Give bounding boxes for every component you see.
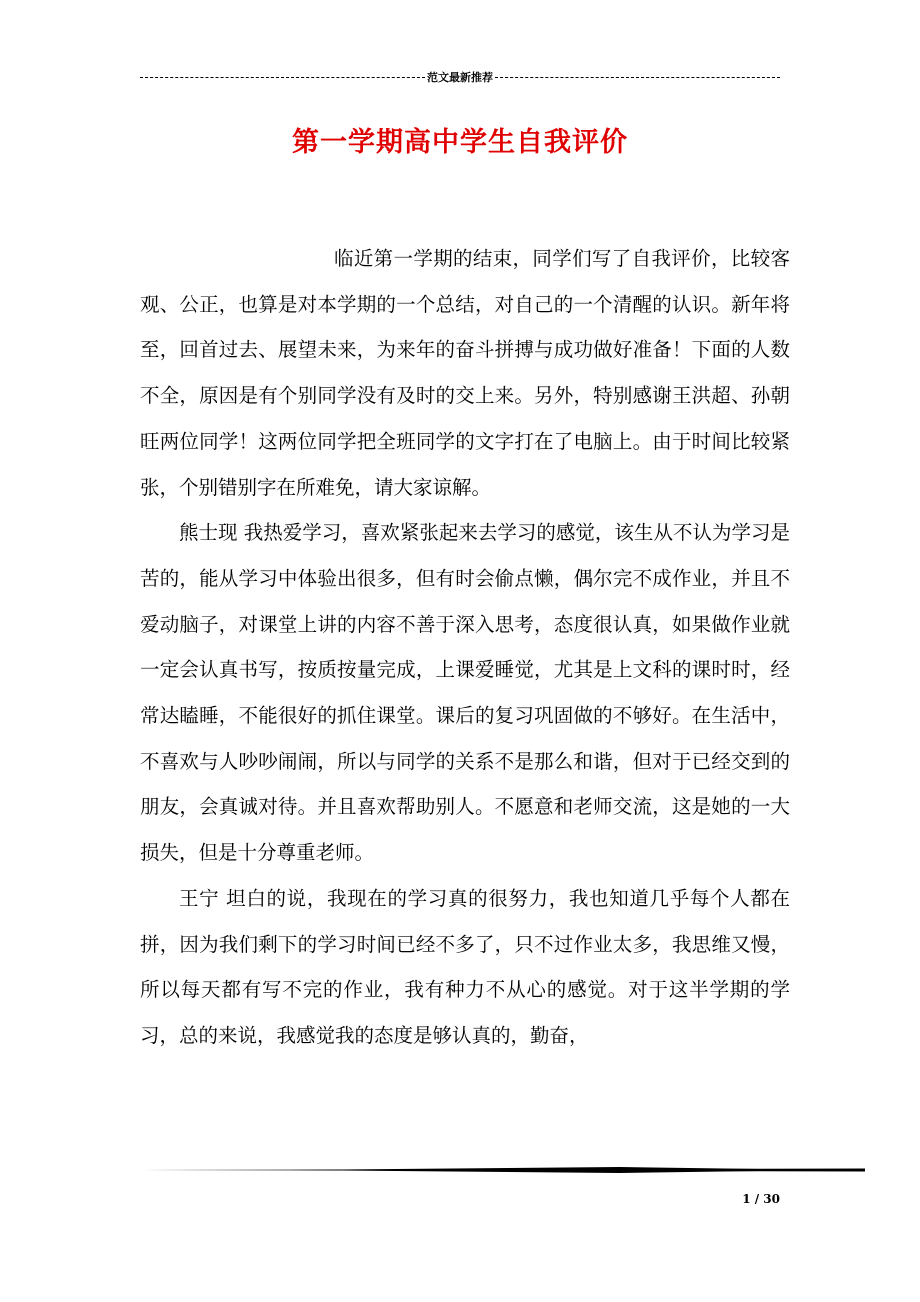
page-header <box>140 68 780 86</box>
header-dashes-right <box>495 77 780 78</box>
header-dashes-left <box>140 77 425 78</box>
header-label: 范文最新推荐 <box>427 71 493 84</box>
page-number: 1 / 30 <box>742 1192 780 1206</box>
evaluation-paragraph: 王宁 坦白的说，我现在的学习真的很努力，我也知道几乎每个人都在拼，因为我们剩下的学习时间已经不多了，只不过作业太多，我思维又慢，所以每天都有写不完的作业，我有种力不从心的感觉。对于这半学期的学习，总的来说，我感觉我的态度是够认真的，勤奋， <box>140 886 790 1047</box>
document-body <box>140 236 790 1059</box>
evaluation-paragraph: 熊士现 我热爱学习，喜欢紧张起来去学习的感觉，该生从不认为学习是苦的，能从学习中体验出很多，但有时会偷点懒，偶尔完不成作业，并且不爱动脑子，对课堂上讲的内容不善于深入思考，态度很认真，如果做作业就一定会认真书写，按质按量完成，上课爱睡觉，尤其是上文科的课时时，经常达瞌睡，不能很好的抓住课堂。课后的复习巩固做的不够好。在生活中，不喜欢与人吵吵闹闹，所以与同学的关系不是那么和谐，但对于已经交到的朋友，会真诚对待。并且喜欢帮助别人。不愿意和老师交流，这是她的一大损失，但是十分尊重老师。 <box>140 521 790 865</box>
intro-paragraph: 临近第一学期的结束，同学们写了自我评价，比较客观、公正，也算是对本学期的一个总结，对自己的一个清醒的认识。新年将至，回首过去、展望未来，为来年的奋斗拼搏与成功做好准备！下面的人数不全，原因是有个别同学没有及时的交上来。另外，特别感谢王洪超、孙朝旺两位同学！这两位同学把全班同学的文字打在了电脑上。由于时间比较紧张，个别错别字在所难免，请大家谅解。 <box>140 247 790 499</box>
document-title: 第一学期高中学生自我评价 <box>292 127 628 158</box>
footer-rule <box>140 1166 865 1174</box>
